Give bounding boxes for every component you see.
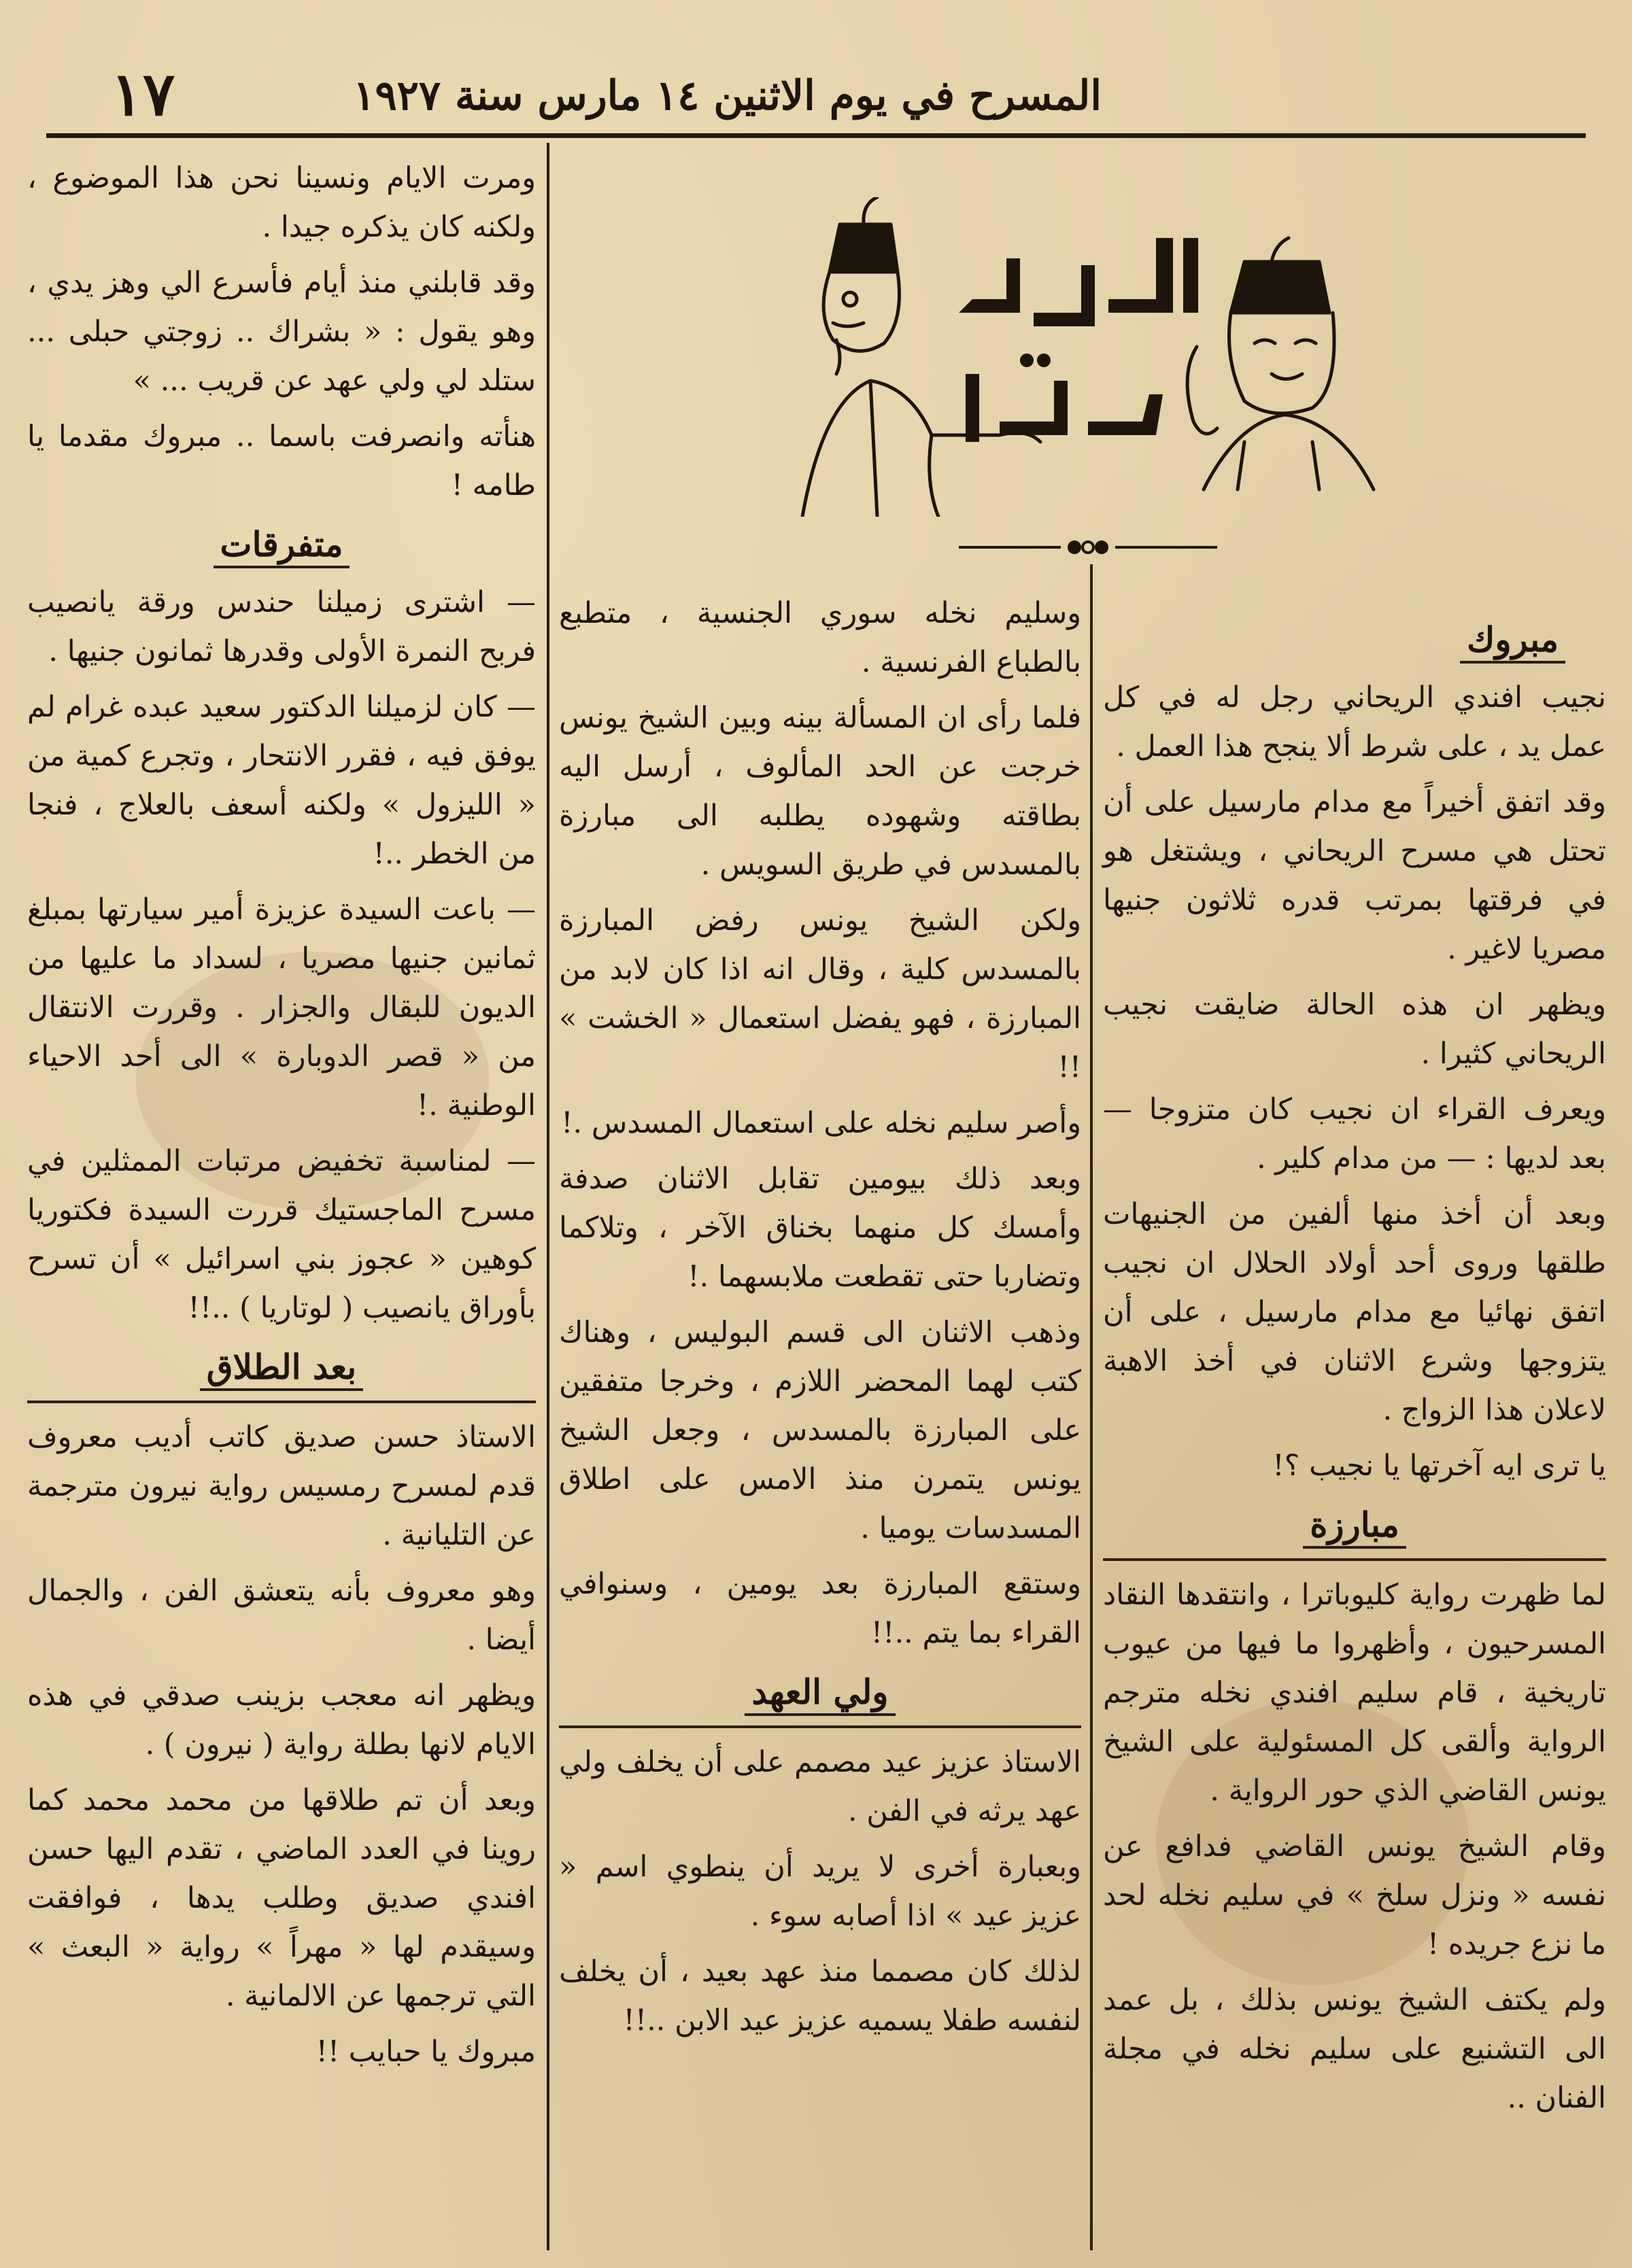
duel-continued-para: وستقع المبارزة بعد يومين ، وسنوافي القراء بما يتم ..!! <box>559 1567 1081 1650</box>
duel-para: وقام الشيخ يونس القاضي فدافع عن نفسه « ونزل سلخ » في سليم نخله لحد ما نزع جريده ! <box>1103 1829 1606 1961</box>
crown-prince-para: وبعبارة أخرى لا يريد أن ينطوي اسم « عزيز عيد » اذا أصابه سوء . <box>559 1850 1081 1933</box>
ornament-divider-icon <box>959 537 1217 557</box>
page-header <box>0 0 1632 136</box>
left-column <box>27 154 536 2083</box>
congrats-para: ويظهر ان هذه الحالة ضايقت نجيب الريحاني كثيرا . <box>1103 988 1606 1071</box>
header-title: المسرح في يوم الاثنين ١٤ مارس سنة ١٩٢٧ <box>353 72 1102 120</box>
divorce-para: مبروك يا حبايب !! <box>316 2035 536 2069</box>
duel-para: لما ظهرت رواية كليوباترا ، وانتقدها النقاد المسرحيون ، وأظهروا ما فيها من عيوب تاريخية ، قام سليم افندي نخله مترجم الرواية وألقى كل المسئولية على الشيخ يونس القاضي الذي حور الرواية . <box>1103 1578 1606 1808</box>
section-title-congrats: مبروك <box>1103 615 1565 665</box>
section-title-duel: مبارزة <box>1103 1500 1606 1550</box>
congrats-para: وقد اتفق أخيراً مع مدام مارسيل على أن تحتل هي مسرح الريحاني ، ويشتغل هو في فرقتها بمرتب قدره ثلاثون جنيها مصريا لاغير . <box>1103 785 1606 966</box>
congrats-para: وبعد أن أخذ منها ألفين من الجنيهات طلقها وروى أحد أولاد الحلال ان نجيب اتفق نهائيا مع مدام مارسيل ، على أن يتزوجها وشرع الاثنان في أخذ الاهبة لاعلان هذا الزواج . <box>1103 1197 1606 1427</box>
header-rule <box>46 133 1586 138</box>
cartoon-two-men-icon <box>796 197 1394 517</box>
middle-column <box>559 589 1081 2052</box>
section-title-miscellany: متفرقات <box>27 519 536 570</box>
misc-item: — اشترى زميلنا حندس ورقة يانصيب فربح النمرة الأولى وقدرها ثمانون جنيها . <box>27 585 536 668</box>
right-column <box>1103 605 1606 2129</box>
duel-continued-para: فلما رأى ان المسألة بينه وبين الشيخ يونس خرجت عن الحد المألوف ، أرسل اليه بطاقته وشهوده يطلبه الى مبارزة بالمسدس في طريق السويس . <box>559 701 1081 882</box>
divorce-para: وهو معروف بأنه يتعشق الفن ، والجمال أيضا . <box>27 1574 536 1657</box>
column-divider-right <box>1090 564 1093 2250</box>
duel-continued-para: وسليم نخله سوري الجنسية ، متطبع بالطباع الفرنسية . <box>559 596 1081 679</box>
divorce-para: وبعد أن تم طلاقها من محمد محمد كما روينا في العدد الماضي ، تقدم اليها حسن افندي صديق وطلب يدها ، فوافقت وسيقدم لها « مهراً » رواية « البعث » التي ترجمها عن الالمانية . <box>27 1783 536 2013</box>
left-intro-para: وقد قابلني منذ أيام فأسرع الي وهز يدي ، وهو يقول : « بشراك .. زوجتي حبلى ... ستلد لي ولي عهد عن قريب ... » <box>27 266 536 398</box>
misc-item: — باعت السيدة عزيزة أمير سيارتها بمبلغ ثمانين جنيها مصريا ، لسداد ما عليها من الديون للبقال والجزار . وقررت الانتقال من « قصر الدوبارة » الى أحد الاحياء الوطنية .! <box>27 893 536 1122</box>
duel-para: ولم يكتف الشيخ يونس بذلك ، بل عمد الى التشنيع على سليم نخله في مجلة الفنان .. <box>1103 1983 1606 2115</box>
section-rule <box>27 1401 536 1403</box>
duel-continued-para: ولكن الشيخ يونس رفض المبارزة بالمسدس كلية ، وقال انه اذا كان لابد من المبارزة ، فهو يفضل استعمال « الخشت » !! <box>559 904 1081 1084</box>
congrats-para: نجيب افندي الريحاني رجل له في كل عمل يد ، على شرط ألا ينجح هذا العمل . <box>1103 681 1606 763</box>
section-rule <box>559 1725 1081 1728</box>
left-intro-para: ومرت الايام ونسينا نحن هذا الموضوع ، ولكنه كان يذكره جيدا . <box>27 161 536 244</box>
divorce-para: الاستاذ حسن صديق كاتب أديب معروف قدم لمسرح رمسيس رواية نيرون مترجمة عن التليانية . <box>27 1420 536 1552</box>
page-number: ١٧ <box>110 58 175 129</box>
section-title-crown-prince: ولي العهد <box>559 1667 1081 1717</box>
section-rule <box>1103 1558 1606 1561</box>
congrats-para: ويعرف القراء ان نجيب كان متزوجا — بعد لديها : — من مدام كلير . <box>1103 1093 1606 1175</box>
column-divider-left <box>547 143 549 2250</box>
cartoon-illustration <box>796 197 1394 517</box>
left-intro-para: هنأته وانصرفت باسما .. مبروك مقدما يا طامه ! <box>27 419 536 502</box>
crown-prince-para: لذلك كان مصمما منذ عهد بعيد ، أن يخلف لنفسه طفلا يسميه عزيز عيد الابن ..!! <box>559 1955 1081 2038</box>
misc-item: — لمناسبة تخفيض مرتبات الممثلين في مسرح الماجستيك قررت السيدة فكتوريا كوهين « عجوز بني اسرائيل » أن تسرح بأوراق يانصيب ( لوتاريا ) ..!! <box>27 1144 536 1325</box>
misc-item: — كان لزميلنا الدكتور سعيد عبده غرام لم يوفق فيه ، فقرر الانتحار ، وتجرع كمية من « الليزول » ولكنه أسعف بالعلاج ، فنجا من الخطر ..! <box>27 690 536 871</box>
duel-continued-para: وبعد ذلك بيومين تقابل الاثنان صدفة وأمسك كل منهما بخناق الآخر ، وتلاكما وتضاربا حتى تقطعت ملابسهما .! <box>559 1162 1081 1294</box>
congrats-para: يا ترى ايه آخرتها يا نجيب ؟! <box>1272 1449 1606 1483</box>
crown-prince-para: الاستاذ عزيز عيد مصمم على أن يخلف ولي عهد يرثه في الفن . <box>559 1745 1081 1828</box>
duel-continued-para: وأصر سليم نخله على استعمال المسدس .! <box>561 1106 1081 1140</box>
duel-continued-para: وذهب الاثنان الى قسم البوليس ، وهناك كتب لهما المحضر اللازم ، وخرجا متفقين على المبارزة بالمسدس ، وجعل الشيخ يونس يتمرن منذ الامس على اطلاق المسدسات يوميا . <box>559 1316 1081 1545</box>
divorce-para: ويظهر انه معجب بزينب صدقي في هذه الايام لانها بطلة رواية ( نيرون ) . <box>27 1679 536 1762</box>
section-title-after-divorce: بعد الطلاق <box>27 1342 536 1392</box>
